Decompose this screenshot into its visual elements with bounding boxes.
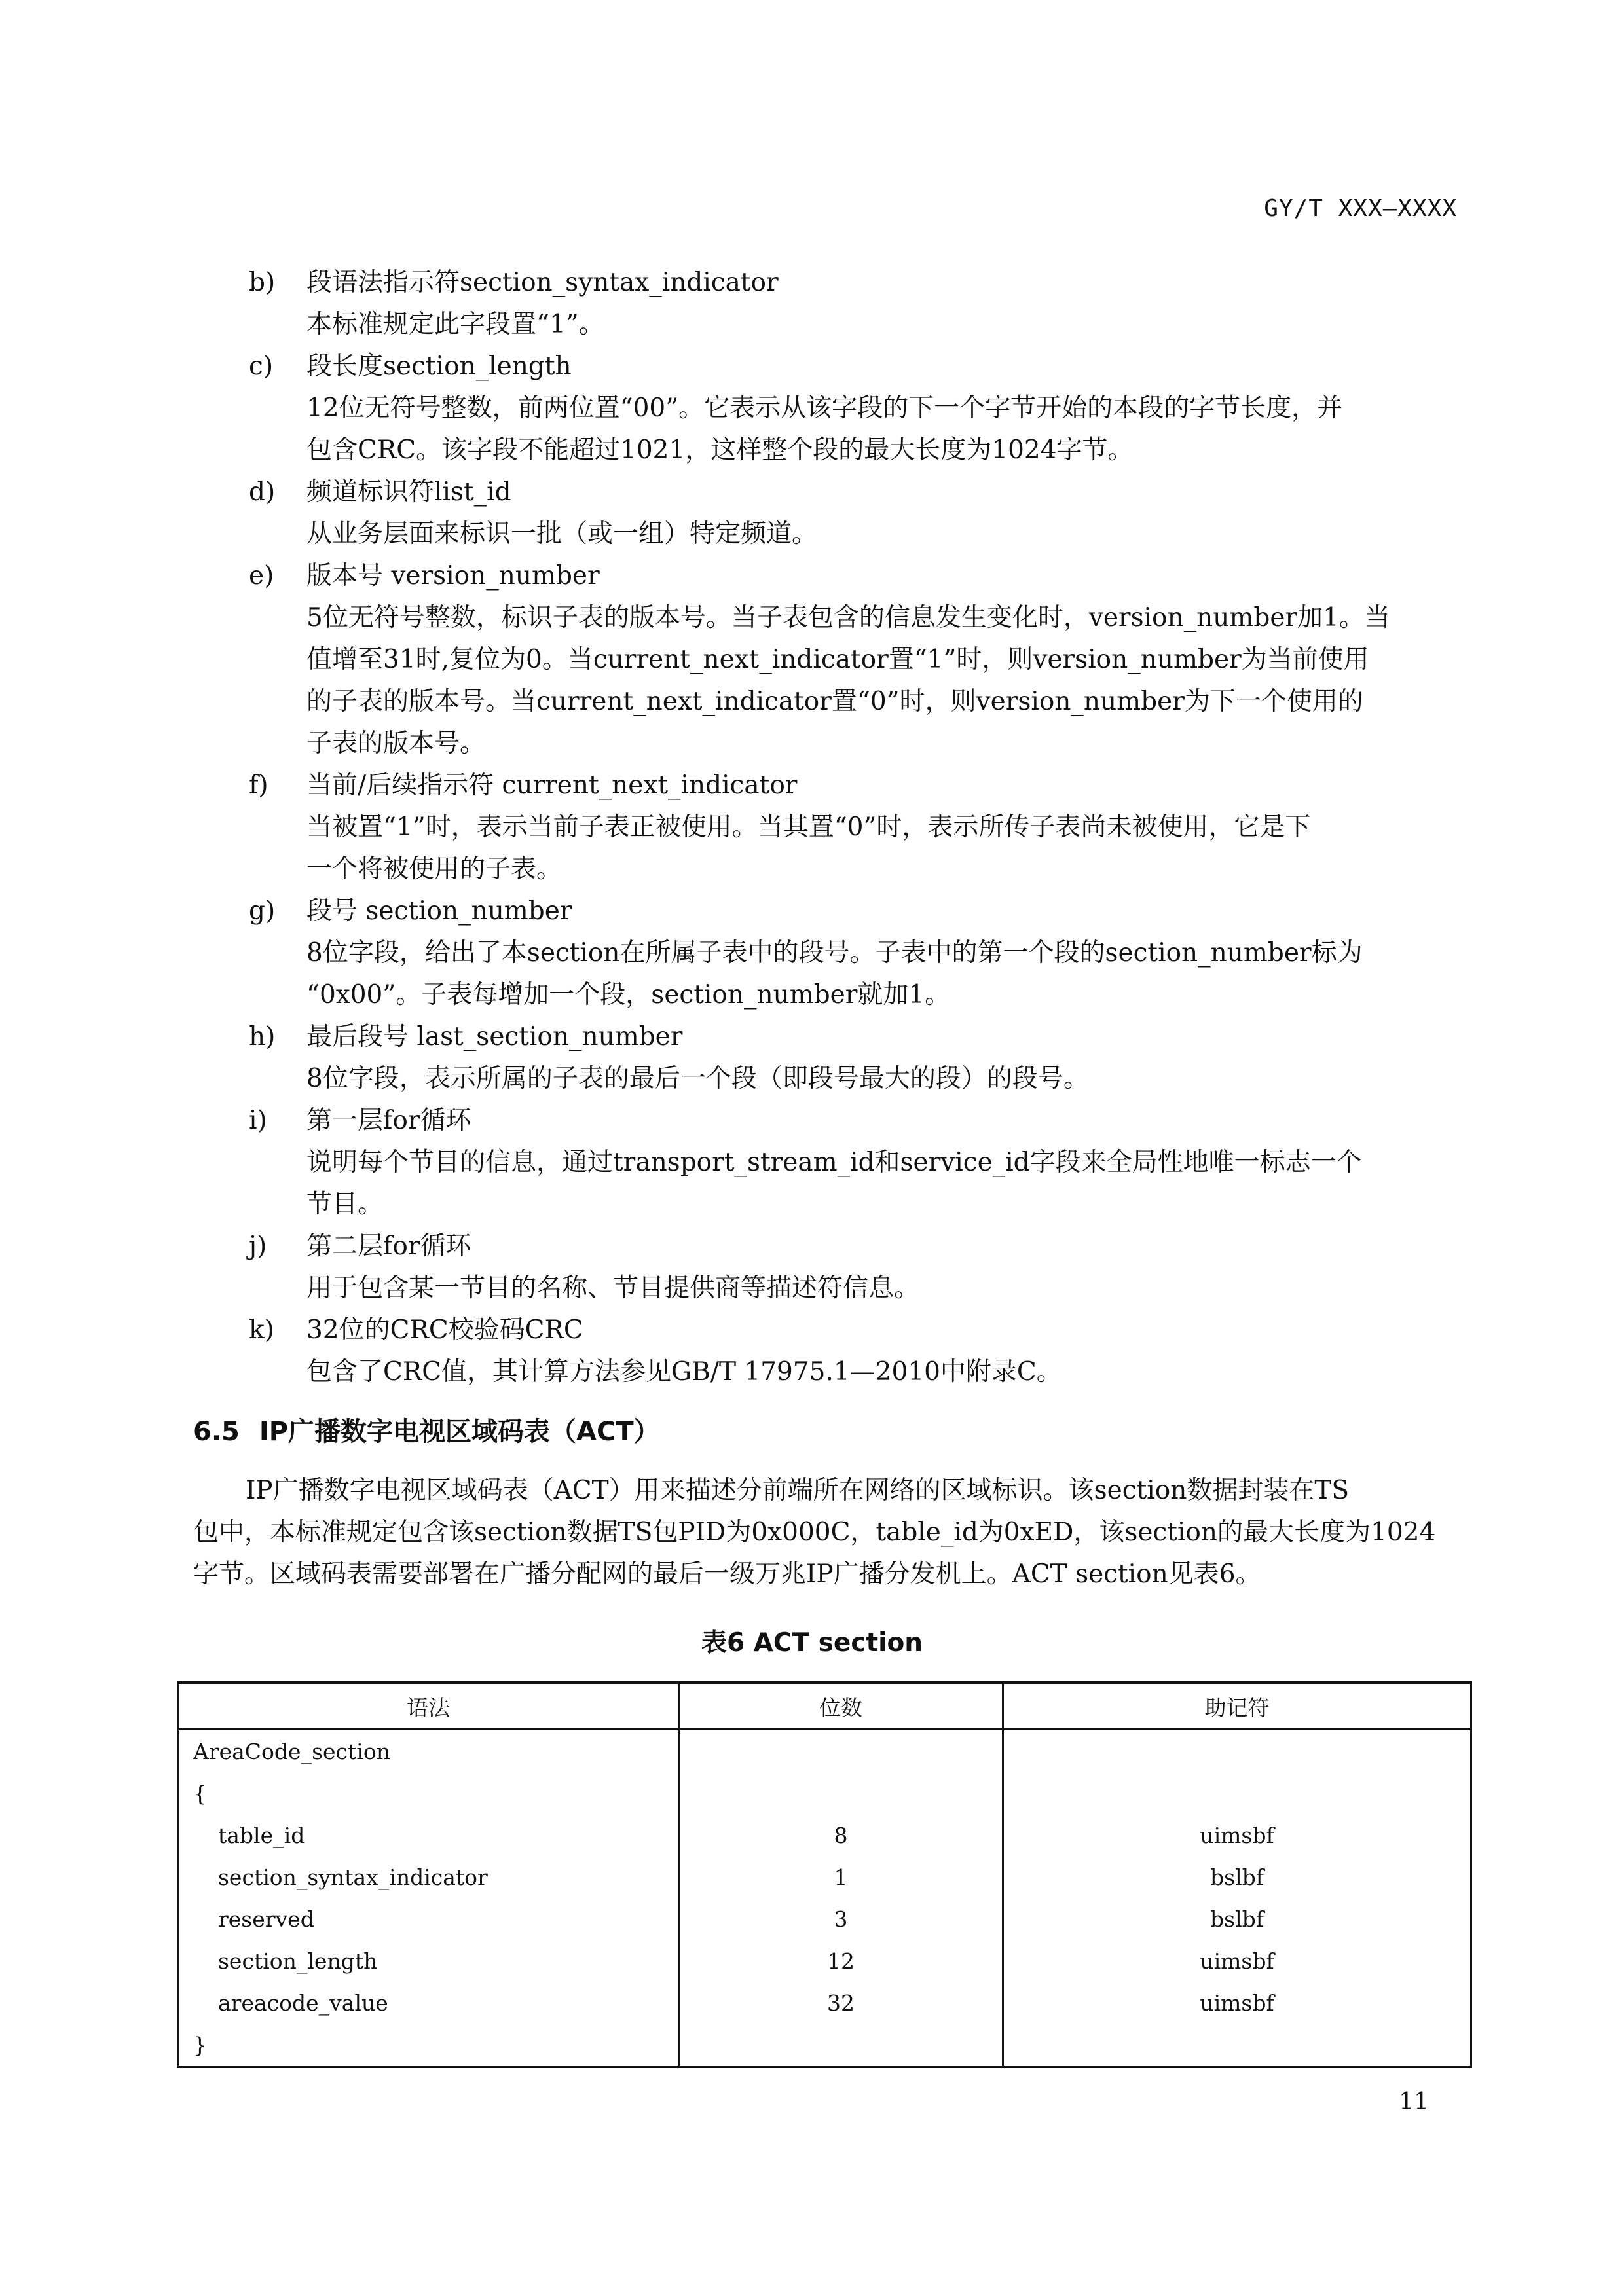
item-letter: j) <box>249 1231 267 1261</box>
item-description <box>306 597 1460 765</box>
item-title: 第二层for循环 <box>306 1231 471 1261</box>
item-title: 段长度section_length <box>306 352 572 381</box>
description-line: 说明每个节目的信息，通过transport_stream_id和service_id字段来全局性地唯一标志一个 <box>306 1148 1362 1177</box>
bits-cell <box>679 2024 1003 2067</box>
item-description <box>306 1267 1460 1309</box>
mnemonic-cell: uimsbf <box>1003 1982 1471 2024</box>
list-item <box>249 346 1460 471</box>
description-line: 用于包含某一节目的名称、节目提供商等描述符信息。 <box>306 1273 920 1303</box>
description-line: 当被置“1”时，表示当前子表正被使用。当其置“0”时，表示所传子表尚未被使用，它是下 <box>306 812 1311 842</box>
section-heading <box>193 1411 660 1453</box>
section-title: IP广播数字电视区域码表（ACT） <box>259 1417 660 1447</box>
description-line: 的子表的版本号。当current_next_indicator置“0”时，则version_number为下一个使用的 <box>306 687 1363 716</box>
bits-cell: 12 <box>679 1940 1003 1982</box>
mnemonic-cell <box>1003 1772 1471 1814</box>
item-letter: c) <box>249 352 274 381</box>
description-line: 5位无符号整数，标识子表的版本号。当子表包含的信息发生变化时，version_number加1。当 <box>306 603 1390 632</box>
bits-cell: 32 <box>679 1982 1003 2024</box>
table-row <box>178 1730 1471 1773</box>
description-line: 本标准规定此字段置“1”。 <box>306 310 604 339</box>
item-letter: d) <box>249 477 276 507</box>
mnemonic-cell <box>1003 1730 1471 1773</box>
standard-code-header: GY/T XXX—XXXX <box>1264 195 1457 222</box>
item-description <box>306 1142 1460 1226</box>
description-line: 从业务层面来标识一批（或一组）特定频道。 <box>306 519 818 549</box>
table-row <box>178 1772 1471 1814</box>
act-section-table <box>177 1681 1472 2068</box>
mnemonic-cell: bslbf <box>1003 1856 1471 1898</box>
item-description <box>306 388 1460 471</box>
table-row <box>178 1814 1471 1856</box>
table-header-row <box>178 1683 1471 1730</box>
syntax-cell: table_id <box>178 1814 679 1856</box>
bits-cell: 3 <box>679 1898 1003 1940</box>
description-line: 节目。 <box>306 1190 384 1219</box>
syntax-cell: areacode_value <box>178 1982 679 2024</box>
description-line: 包含了CRC值，其计算方法参见GB/T 17975.1—2010中附录C。 <box>306 1357 1062 1387</box>
item-description <box>306 1058 1460 1100</box>
item-description <box>306 304 1460 346</box>
syntax-cell: section_syntax_indicator <box>178 1856 679 1898</box>
item-title: 当前/后续指示符 current_next_indicator <box>306 771 798 800</box>
item-letter: i) <box>249 1106 267 1135</box>
table-row <box>178 1856 1471 1898</box>
list-item <box>249 1016 1460 1100</box>
list-item <box>249 1309 1460 1393</box>
description-line: 12位无符号整数，前两位置“00”。它表示从该字段的下一个字节开始的本段的字节长度，并 <box>306 393 1343 423</box>
list-item <box>249 555 1460 765</box>
paragraph-line: 包中，本标准规定包含该section数据TS包PID为0x000C，table_id为0xED，该section的最大长度为1024 <box>193 1518 1436 1547</box>
list-item <box>249 765 1460 890</box>
bits-cell: 1 <box>679 1856 1003 1898</box>
syntax-cell: { <box>178 1772 679 1814</box>
paragraph-line: IP广播数字电视区域码表（ACT）用来描述分前端所在网络的区域标识。该section数据封装在TS <box>246 1476 1350 1505</box>
item-letter: b) <box>249 268 276 297</box>
header-syntax: 语法 <box>178 1683 679 1730</box>
syntax-cell: AreaCode_section <box>178 1730 679 1773</box>
table-row <box>178 1898 1471 1940</box>
item-description <box>306 1351 1460 1393</box>
item-title: 最后段号 last_section_number <box>306 1022 683 1051</box>
item-letter: f) <box>249 771 268 800</box>
description-line: 8位字段，表示所属的子表的最后一个段（即段号最大的段）的段号。 <box>306 1064 1089 1093</box>
description-line: 一个将被使用的子表。 <box>306 854 563 884</box>
item-title: 段号 section_number <box>306 896 572 926</box>
item-letter: e) <box>249 561 274 591</box>
description-line: “0x00”。子表每增加一个段，section_number就加1。 <box>306 980 951 1010</box>
bits-cell <box>679 1772 1003 1814</box>
section-paragraph <box>193 1470 1460 1595</box>
description-line: 子表的版本号。 <box>306 729 486 758</box>
mnemonic-cell: uimsbf <box>1003 1814 1471 1856</box>
list-item <box>249 890 1460 1016</box>
item-title: 段语法指示符section_syntax_indicator <box>306 268 779 297</box>
header-mnemonic: 助记符 <box>1003 1683 1471 1730</box>
item-title: 第一层for循环 <box>306 1106 471 1135</box>
item-description <box>306 807 1460 890</box>
mnemonic-cell: bslbf <box>1003 1898 1471 1940</box>
syntax-cell: section_length <box>178 1940 679 1982</box>
description-line: 8位字段，给出了本section在所属子表中的段号。子表中的第一个段的section_number标为 <box>306 938 1363 968</box>
list-item <box>249 471 1460 555</box>
mnemonic-cell <box>1003 2024 1471 2067</box>
item-letter: h) <box>249 1022 276 1051</box>
mnemonic-cell: uimsbf <box>1003 1940 1471 1982</box>
header-bits: 位数 <box>679 1683 1003 1730</box>
section-number: 6.5 <box>193 1417 240 1447</box>
page-number: 11 <box>1399 2088 1429 2115</box>
syntax-cell: } <box>178 2024 679 2067</box>
bits-cell: 8 <box>679 1814 1003 1856</box>
list-item <box>249 1226 1460 1309</box>
item-title: 版本号 version_number <box>306 561 600 591</box>
table-row <box>178 1940 1471 1982</box>
list-item <box>249 262 1460 346</box>
bits-cell <box>679 1730 1003 1773</box>
item-title: 32位的CRC校验码CRC <box>306 1315 583 1345</box>
field-definition-list <box>249 262 1460 1393</box>
item-title: 频道标识符list_id <box>306 477 511 507</box>
table-caption: 表6 ACT section <box>701 1628 923 1658</box>
paragraph-line: 字节。区域码表需要部署在广播分配网的最后一级万兆IP广播分发机上。ACT section见表6。 <box>193 1559 1261 1589</box>
item-description <box>306 932 1460 1016</box>
item-letter: g) <box>249 896 276 926</box>
description-line: 值增至31时,复位为0。当current_next_indicator置“1”时，则version_number为当前使用 <box>306 645 1369 674</box>
description-line: 包含CRC。该字段不能超过1021，这样整个段的最大长度为1024字节。 <box>306 435 1134 465</box>
item-letter: k) <box>249 1315 274 1345</box>
item-description <box>306 513 1460 555</box>
table-row <box>178 1982 1471 2024</box>
list-item <box>249 1100 1460 1226</box>
table-row <box>178 2024 1471 2067</box>
syntax-cell: reserved <box>178 1898 679 1940</box>
